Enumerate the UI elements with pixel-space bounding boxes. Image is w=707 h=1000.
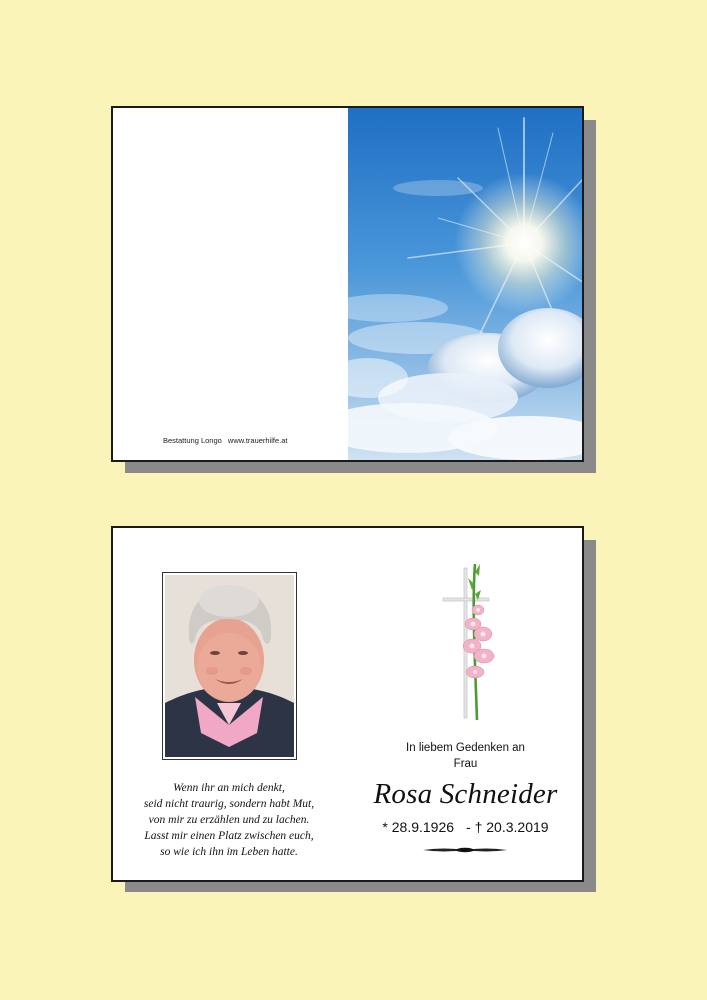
memorial-poem <box>123 780 335 860</box>
funeral-home-name: Bestattung Longo <box>163 436 222 445</box>
card-front <box>111 106 584 462</box>
portrait-photo-frame <box>162 572 297 760</box>
poem-line: so wie ich ihn im Leben hatte. <box>160 846 298 858</box>
funeral-home-url: www.trauerhilfe.at <box>227 436 288 445</box>
deceased-name: Rosa Schneider <box>373 778 558 810</box>
intro-line: In liebem Gedenken an <box>406 742 525 754</box>
card-inside <box>111 526 584 882</box>
life-dates <box>343 819 584 835</box>
poem-line: von mir zu erzählen und zu lachen. <box>148 814 310 826</box>
sky-sun-image <box>348 108 584 460</box>
poem-line: seid nicht traurig, sondern habt Mut, <box>143 798 315 810</box>
cross-with-gladiolus-icon <box>439 562 501 724</box>
salutation: Frau <box>453 758 478 770</box>
poem-line: Wenn ihr an mich denkt, <box>173 782 285 794</box>
funeral-home-credit <box>163 436 343 445</box>
birth-date: * 28.9.1926 <box>382 819 455 835</box>
memorial-text <box>343 740 584 835</box>
death-date: - † 20.3.2019 <box>466 819 549 835</box>
portrait-photo <box>165 575 294 757</box>
poem-line: Lasst mir einen Platz zwischen euch, <box>144 830 314 842</box>
divider-ornament-icon <box>423 846 507 854</box>
card-front-back-page <box>113 108 348 460</box>
